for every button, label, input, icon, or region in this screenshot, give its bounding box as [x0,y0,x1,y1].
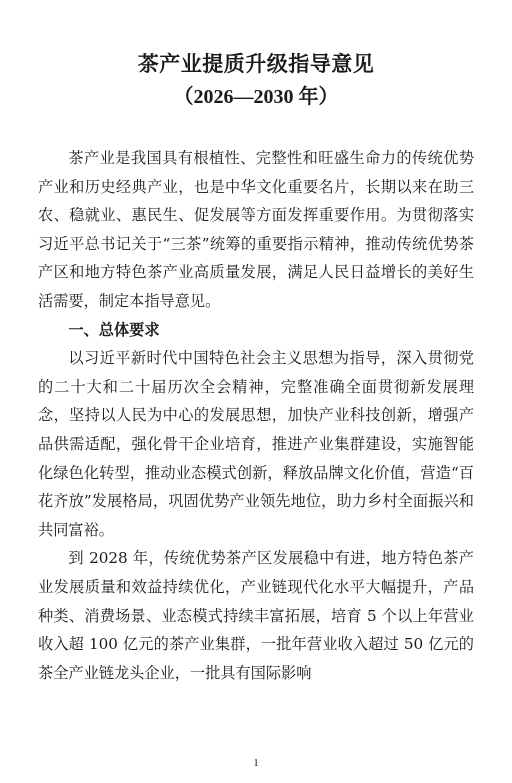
document-title: 茶产业提质升级指导意见 [137,52,375,76]
guiding-thought-paragraph: 以习近平新时代中国特色社会主义思想为指导，深入贯彻党的二十大和二十届历次全会精神，完整准确全面贯彻新发展理念，坚持以人民为中心的发展思想，加快产业科技创新，增强产品供需适配，强化骨干企业培育，推进产业集群建设，实施智能化绿色化转型，推动业态模式创新，释放品牌文化价值，营造“百花齐放”发展格局，巩固优势产业领先地位，助力乡村全面振兴和共同富裕。 [38,349,474,539]
targets-2028-paragraph: 到 2028 年，传统优势茶产区发展稳中有进，地方特色茶产业发展质量和效益持续优化，产业链现代化水平大幅提升，产品种类、消费场景、业态模式持续丰富拓展，培育 5 个以上年营业收入超 100 亿元的茶产业集群，一批年营业收入超过 50 亿元的茶全产业链龙头企业，一批具有国际影响 [38,549,474,682]
document-subtitle: （2026—2030 年） [173,86,339,108]
intro-paragraph: 茶产业是我国具有根植性、完整性和旺盛生命力的传统优势产业和历史经典产业，也是中华文化重要名片，长期以来在助三农、稳就业、惠民生、促发展等方面发挥重要作用。为贯彻落实习近平总书记关于“三茶”统筹的重要指示精神，推动传统优势茶产区和地方特色茶产业高质量发展，满足人民日益增长的美好生活需要，制定本指导意见。 [38,149,474,310]
document-body [38,144,474,687]
page-number: 1 [253,757,259,769]
section-heading-general-requirements: 一、总体要求 [68,320,160,339]
